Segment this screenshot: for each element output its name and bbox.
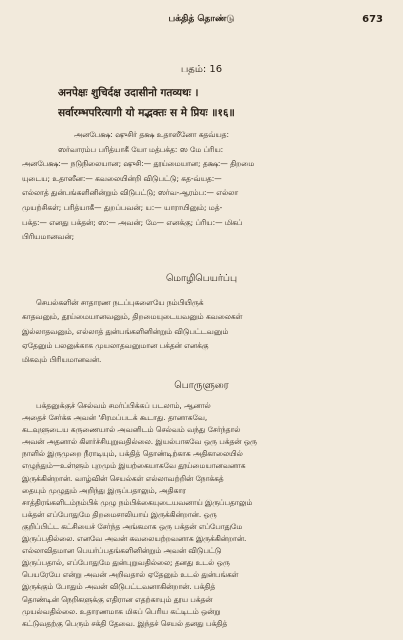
translation-line: மிகவும் பிரியமானவன். xyxy=(22,355,102,365)
transliteration-line: ஸர்வாரம்ப பரித்யாகீ யோ மத்பக்த: ஸ மே ப்ரிய: xyxy=(58,144,224,154)
purport-line: அதைச் சேர்க்க அவன் 'சிரமப்படக் கூடாது. தானாகவே, xyxy=(22,413,208,423)
transliteration-line: அனபேக்ஷ: ஷுசிர் தக்ஷ உதாஸீனோ கதவ்யத: xyxy=(74,130,229,139)
synonym-line: பக்த:— எனது பக்தன்; ஸ:— அவன்; மே— எனக்கு; ப்ரிய:— மிகப் xyxy=(22,217,243,227)
purport-line: எல்லாவிதமான பெயர்ப்பதங்களினின்றும் அவன் விடுபட்டு xyxy=(22,546,222,556)
purport-line: இருக்கின்றான். வாழ்வின் செயல்கள் எல்லாவற்றின் நோக்கத் xyxy=(22,473,224,483)
purport-text xyxy=(22,400,384,630)
synonym-line: முயற்சிகள்; பரித்யாகீ— துறப்பவன்; ய:— யாராயினும்; மத்- xyxy=(22,202,223,212)
purport-line: கடவுளுடைய கருணையால் அவனிடம் செல்வம் வந்து சேர்ந்தால் xyxy=(22,425,241,435)
purport-line: முயல்வதில்லை. உதாரணமாக மிகப் பெரிய கட்டிடம் ஒன்று xyxy=(22,606,221,616)
translation-line: காதவனும், தூய்மையானவனும், திறமையுடையவனும் கவலைகள் xyxy=(22,312,243,322)
sanskrit-line-1: अनपेक्षः शुचिर्दक्ष उदासीनो गतव्यथः । xyxy=(58,87,199,99)
purport-line: இருப்பதால், எப்போதுமே துன்புறுவதில்லை; தனது உடல் ஒரு xyxy=(22,558,230,568)
synonym-line: அனபேக்ஷ:— நடுநிலையான; ஷுசி:— தூய்மையான; தக்ஷ:— திறமை xyxy=(22,159,255,169)
transliteration xyxy=(22,128,388,245)
purport-line: தையும் முழுதும் அறிந்து இருப்பதாலும், அதிகார xyxy=(22,485,186,495)
translation-line: ஏதேனும் பலனுக்காக முயலாதவனுமான பக்தன் எனக்கு xyxy=(22,340,209,350)
sanskrit-line-2: सर्वारम्भपरित्यागी यो मद्भक्तः स मे प्रियः ॥१६॥ xyxy=(58,107,235,119)
page-number: 673 xyxy=(362,14,383,25)
purport-line: அவன் அதனால் கிளர்ச்சியுறுவதில்லை. இயல்பாகவே ஒரு பக்தன் ஒரு xyxy=(22,437,257,447)
purport-line: இருப்பதில்லை. எனவே அவன் கவலையற்றவனாக இருக்கின்றான். xyxy=(22,534,247,544)
purport-line: நாளில் இருமுறை நீராடியும், பக்தித் தொண்டிற்காக அதிகாலையில் xyxy=(22,449,243,459)
translation-line: இல்லாதவனும், எல்லாத் துன்பங்களினின்றும் விடுபட்டவனும் xyxy=(22,326,229,336)
translation-text xyxy=(22,296,384,367)
translation-line: செயல்களின் சாதாரண நடப்புகளையே நம்பியிருக் xyxy=(36,298,204,307)
purport-heading: பொருளுரை xyxy=(174,380,229,391)
synonym-line: யுடைய; உதாஸீன:— கவலையின்றி விடுபட்டு; கத-வ்யத:— xyxy=(22,173,222,183)
purport-line: பக்தன் எப்போதுமே திறமைசாலியாய் இருக்கின்றான். ஒரு xyxy=(22,509,217,519)
purport-line: கட்டுவதற்கு பெரும் சக்தி தேவை. இந்தச் செயல் தனது பக்தித் xyxy=(22,618,228,628)
purport-line: எழுந்தும்—உள்ளும் புறமும் இயற்கையாகவே தூய்மையானவனாக xyxy=(22,461,246,471)
purport-line: தொண்டின் நெறிகளுக்கு எதிரான எதற்காயும் தூய பக்தன் xyxy=(22,594,213,604)
purport-line: பக்தனுக்குச் செல்வம் சமர்ப்பிக்கப் படலாம், ஆனால் xyxy=(36,401,211,410)
purport-line: குறிப்பிட்ட கட்சியைச் சேர்ந்த அங்கமாக ஒரு பக்தன் எப்போதுமே xyxy=(22,521,243,531)
purport-line: சாத்திரங்களிடம்நம்பிக் முழு நம்பிக்கையுடையவனாய் இருப்பதாலும் xyxy=(22,497,253,507)
purport-line: பெயரேயே என்று அவன் அறிவதால் ஏதேனும் உடல் துன்பங்கள் xyxy=(22,570,239,580)
synonym-line: எல்லாத் துன்பங்களினின்றும் விடுபட்டு; ஸர்வ-ஆரம்ப:— எல்லா xyxy=(22,188,239,198)
running-title: பக்தித் தொண்டு xyxy=(168,14,235,24)
translation-heading: மொழிபெயர்ப்பு xyxy=(165,273,238,284)
synonym-line: பிரியமானவன்; xyxy=(22,232,75,242)
purport-line: இருக்கும் போதும் அவன் விடுபட்டவனாகின்றான். பக்தித் xyxy=(22,582,216,592)
page-header xyxy=(0,14,403,28)
verse-number: பதம்: 16 xyxy=(180,64,223,75)
